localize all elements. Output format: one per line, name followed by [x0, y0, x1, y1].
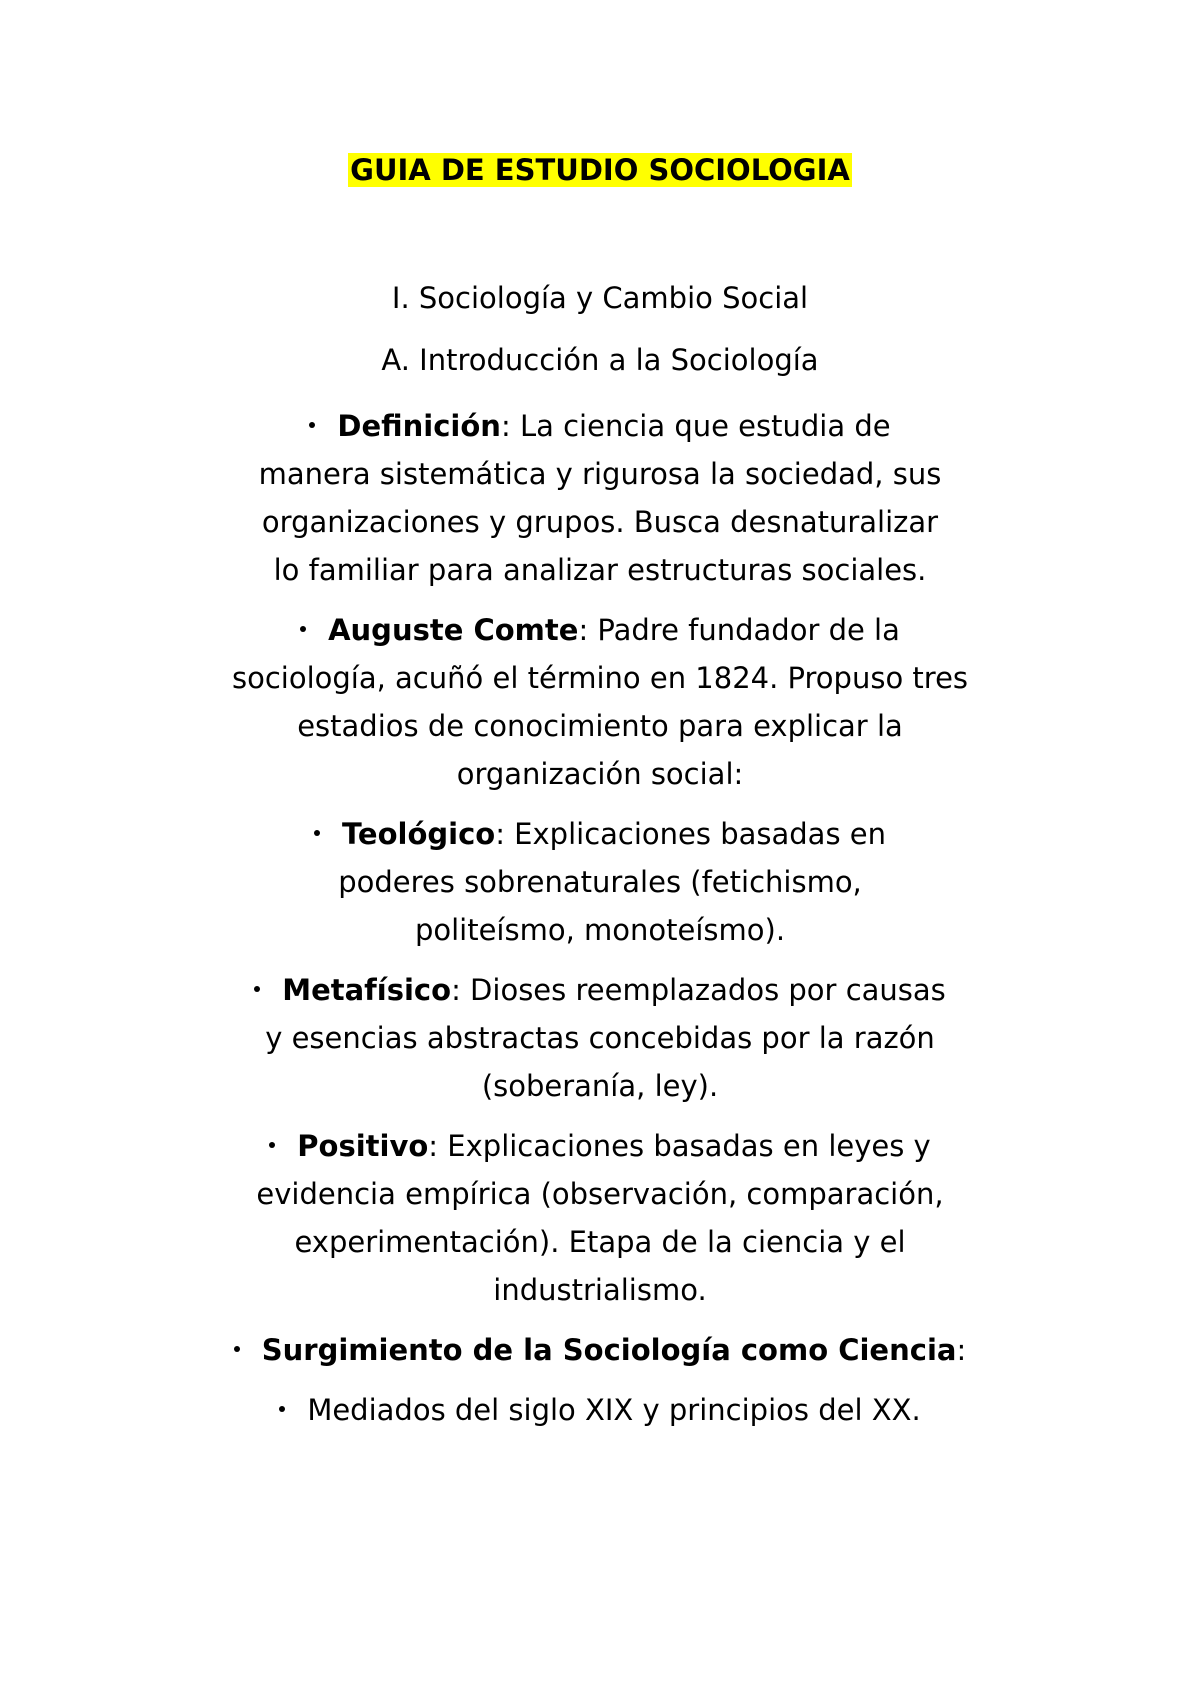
list-item-mediados: [170, 1386, 1030, 1434]
subsection-heading: A. Introducción a la Sociología: [381, 343, 819, 377]
item-separator: :: [451, 973, 461, 1007]
item-term: Teológico: [341, 817, 496, 851]
bullet-icon: [300, 626, 306, 632]
item-term: Positivo: [297, 1129, 429, 1163]
item-description: Explicaciones basadas en leyes y evidencia empírica (observación, comparación, experimentación). Etapa de la ciencia y el industrialismo.: [256, 1129, 944, 1307]
item-description: Dioses reemplazados por causas y esencias abstractas concebidas por la razón (soberanía, ley).: [265, 973, 946, 1103]
item-separator: :: [578, 613, 589, 647]
bullet-icon: [254, 986, 260, 992]
document-title: [0, 150, 1200, 190]
list-item-teologico: [250, 810, 950, 954]
item-description: Explicaciones basadas en poderes sobrenaturales (fetichismo, politeísmo, monoteísmo).: [338, 817, 886, 947]
item-term: Definición: [337, 409, 501, 443]
item-description: Mediados del siglo XIX y principios del XX.: [307, 1393, 921, 1427]
item-term: Surgimiento de la Sociología como Ciencia: [261, 1333, 957, 1367]
item-separator: :: [495, 817, 505, 851]
item-separator: :: [428, 1129, 439, 1163]
list-item-positivo: [190, 1122, 1010, 1314]
list-item-metafisico: [240, 966, 960, 1110]
highlighted-title: GUIA DE ESTUDIO SOCIOLOGIA: [350, 153, 850, 187]
section-heading: I. Sociología y Cambio Social: [391, 281, 809, 315]
item-description: La ciencia que estudia de manera sistemática y rigurosa la sociedad, sus organizaciones y grupos. Busca desnaturalizar lo familiar para analizar estructuras sociales.: [258, 409, 942, 587]
list-item-comte: [220, 606, 980, 798]
list-item-text: [250, 810, 950, 954]
list-item-definicion: [250, 402, 950, 594]
bullet-icon: [234, 1346, 240, 1352]
list-item-surgimiento: [170, 1326, 1030, 1374]
bullet-icon: [314, 830, 320, 836]
list-item-text: [220, 606, 980, 798]
bullet-list: [0, 402, 1200, 1434]
item-description: Padre fundador de la sociología, acuñó el término en 1824. Propuso tres estadios de conocimiento para explicar la organización social:: [231, 613, 969, 791]
bullet-icon: [309, 422, 315, 428]
list-item-text: [190, 1122, 1010, 1314]
bullet-icon: [279, 1406, 285, 1412]
bullet-icon: [269, 1142, 275, 1148]
list-item-text: [170, 1326, 1030, 1374]
item-term: Auguste Comte: [328, 613, 579, 647]
item-separator: :: [500, 409, 511, 443]
item-separator: :: [956, 1333, 967, 1367]
list-item-text: [250, 402, 950, 594]
list-item-text: [240, 966, 960, 1110]
list-item-text: [170, 1386, 1030, 1434]
item-term: Metafísico: [282, 973, 452, 1007]
